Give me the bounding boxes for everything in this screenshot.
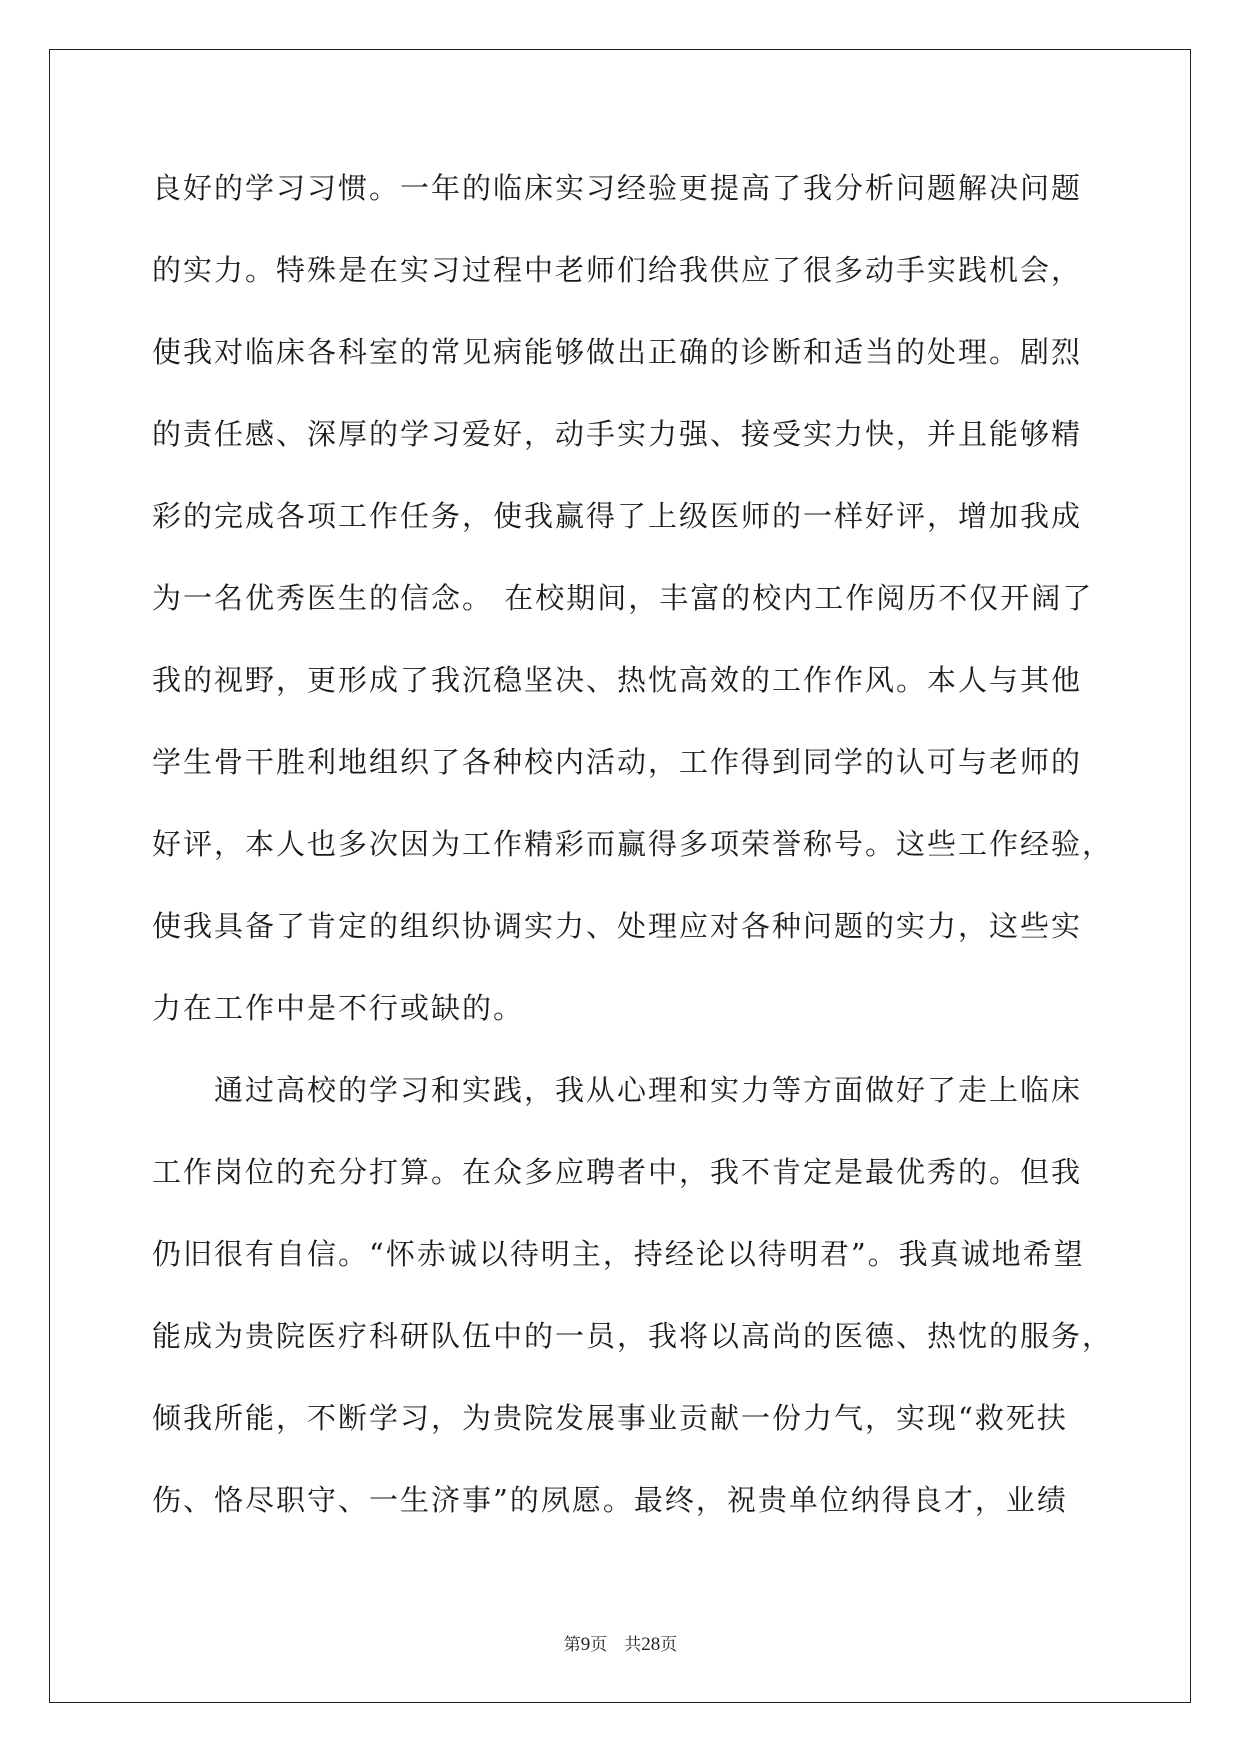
text-line: 倾我所能，不断学习，为贵院发展事业贡献一份力气，实现“救死扶: [152, 1401, 1068, 1435]
text-line: 彩的完成各项工作任务，使我赢得了上级医师的一样好评，增加我成: [152, 499, 1083, 533]
text-line: 为一名优秀医生的信念。 在校期间，丰富的校内工作阅历不仅开阔了: [152, 581, 1094, 615]
text-line: 通过高校的学习和实践，我从心理和实力等方面做好了走上临床: [152, 1073, 1083, 1107]
page-prefix: 第: [563, 1635, 581, 1655]
text-line: 仍旧很有自信。“怀赤诚以待明主，持经论以待明君”。我真诚地希望: [152, 1237, 1085, 1271]
text-line: 的实力。特殊是在实习过程中老师们给我供应了很多动手实践机会，: [152, 253, 1083, 287]
text-line: 工作岗位的充分打算。在众多应聘者中，我不肯定是最优秀的。但我: [152, 1155, 1083, 1189]
text-line: 学生骨干胜利地组织了各种校内活动，工作得到同学的认可与老师的: [152, 745, 1083, 779]
document-body: [152, 160, 1114, 1554]
text-line: 使我具备了肯定的组织协调实力、处理应对各种问题的实力，这些实: [152, 909, 1083, 943]
page-suffix: 页: [660, 1635, 678, 1655]
text-line: 能成为贵院医疗科研队伍中的一员，我将以高尚的医德、热忱的服务，: [152, 1319, 1114, 1353]
text-line: 力在工作中是不行或缺的。: [152, 991, 525, 1025]
text-line: 我的视野，更形成了我沉稳坚决、热忱高效的工作作风。本人与其他: [152, 663, 1083, 697]
page-mid: 页 共: [590, 1635, 642, 1655]
page-number: 9: [580, 1634, 591, 1655]
page-footer: [0, 1630, 1241, 1656]
text-line: 好评，本人也多次因为工作精彩而赢得多项荣誉称号。这些工作经验，: [152, 827, 1114, 861]
total-pages: 28: [641, 1634, 661, 1655]
text-line: 使我对临床各科室的常见病能够做出正确的诊断和适当的处理。剧烈: [152, 335, 1083, 369]
text-line: 的责任感、深厚的学习爱好，动手实力强、接受实力快，并且能够精: [152, 417, 1083, 451]
text-line: 良好的学习习惯。一年的临床实习经验更提高了我分析问题解决问题: [152, 171, 1083, 205]
text-line: 伤、恪尽职守、一生济事”的夙愿。最终，祝贵单位纳得良才，业绩: [152, 1483, 1068, 1517]
